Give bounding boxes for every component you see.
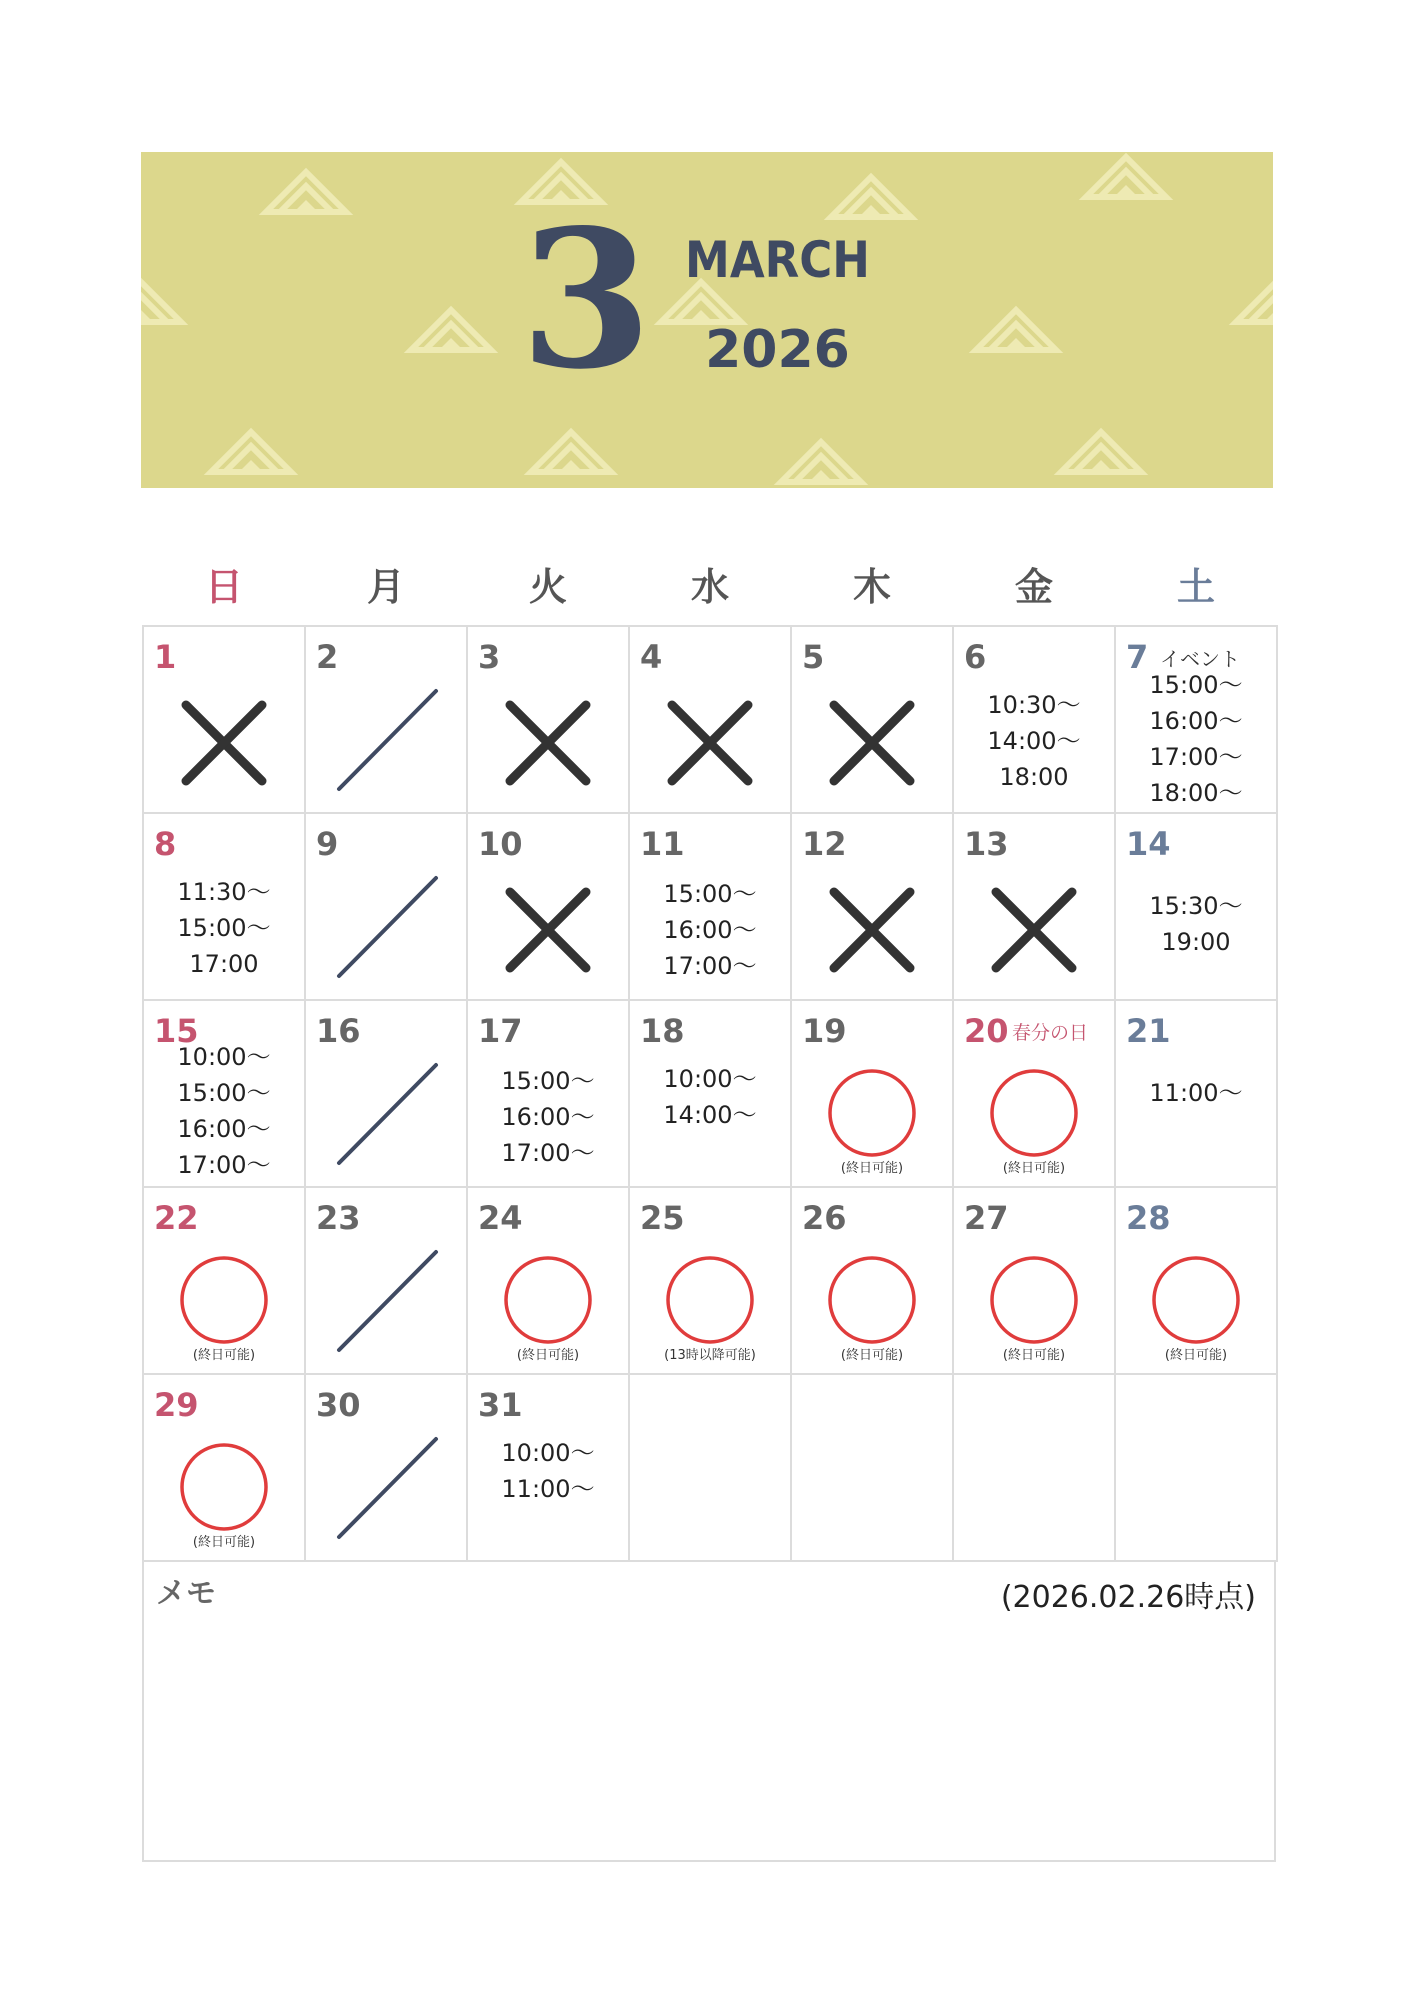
day-number: 28 [1126, 1199, 1171, 1237]
time-slot: 16:00〜 [663, 916, 757, 944]
available-circle-icon [1116, 1188, 1276, 1373]
calendar-cell-empty [792, 1375, 954, 1562]
available-circle-icon [792, 1188, 952, 1373]
day-number: 24 [478, 1199, 523, 1237]
available-circle-icon [144, 1188, 304, 1373]
memo-box [142, 1562, 1276, 1862]
time-slot: 17:00〜 [1149, 743, 1243, 771]
memo-label: メモ [156, 1576, 216, 1611]
day-number: 12 [802, 825, 847, 863]
time-slot: 15:00〜 [177, 1079, 271, 1107]
day-number: 22 [154, 1199, 199, 1237]
day-number: 7 [1126, 638, 1149, 676]
calendar-cell [144, 1188, 306, 1375]
day-number: 13 [964, 825, 1009, 863]
calendar-cell [468, 814, 630, 1001]
time-slots [468, 1435, 628, 1507]
day-number: 20 [964, 1012, 1009, 1050]
calendar-cell [468, 627, 630, 814]
time-slot: 18:00〜 [1149, 779, 1243, 807]
calendar-cell [954, 1188, 1116, 1375]
calendar-cell [1116, 814, 1278, 1001]
calendar-cell [630, 1001, 792, 1188]
time-slots [1116, 667, 1276, 811]
calendar-cell [630, 1188, 792, 1375]
day-number: 5 [802, 638, 825, 676]
time-slot: 10:30〜 [987, 691, 1081, 719]
availability-note: (終日可能) [1164, 1348, 1228, 1363]
time-slots [144, 1039, 304, 1183]
holiday-slash-icon [306, 1375, 466, 1560]
day-number: 19 [802, 1012, 847, 1050]
day-number: 4 [640, 638, 663, 676]
calendar-cell [792, 1001, 954, 1188]
availability-note: (終日可能) [192, 1535, 256, 1550]
day-number: 18 [640, 1012, 685, 1050]
weekday-thursday: 木 [852, 565, 891, 609]
holiday-label: 春分の日 [1012, 1022, 1089, 1044]
calendar-cell [144, 814, 306, 1001]
availability-note: (終日可能) [840, 1161, 904, 1176]
calendar-cell [144, 1001, 306, 1188]
available-circle-icon [954, 1188, 1114, 1373]
year: 2026 [705, 320, 850, 380]
calendar-cell [1116, 1001, 1278, 1188]
calendar-cell [954, 814, 1116, 1001]
event-tag: イベント [1160, 647, 1240, 671]
day-number: 25 [640, 1199, 685, 1237]
calendar-cell [306, 814, 468, 1001]
calendar-cell [792, 627, 954, 814]
day-number: 30 [316, 1386, 361, 1424]
time-slot: 10:00〜 [501, 1439, 595, 1467]
weekday-friday: 金 [1014, 565, 1053, 609]
day-number: 17 [478, 1012, 523, 1050]
time-slots [1116, 888, 1276, 960]
holiday-slash-icon [306, 1001, 466, 1186]
day-number: 21 [1126, 1012, 1171, 1050]
time-slot: 10:00〜 [663, 1065, 757, 1093]
calendar-cell-empty [630, 1375, 792, 1562]
day-number: 15 [154, 1012, 199, 1050]
availability-note: (終日可能) [840, 1348, 904, 1363]
time-slots [468, 1063, 628, 1171]
weekday-wednesday: 水 [690, 565, 729, 609]
day-number: 10 [478, 825, 523, 863]
calendar-cell [306, 627, 468, 814]
month-name: MARCH [685, 231, 870, 289]
day-number: 27 [964, 1199, 1009, 1237]
time-slots [1116, 1075, 1276, 1111]
time-slot: 11:00〜 [501, 1475, 595, 1503]
holiday-slash-icon [306, 627, 466, 812]
closed-cross-icon [954, 814, 1114, 999]
time-slot: 16:00〜 [501, 1103, 595, 1131]
closed-cross-icon [630, 627, 790, 812]
day-number: 31 [478, 1386, 523, 1424]
as-of-date: (2026.02.26時点) [1000, 1580, 1256, 1615]
calendar-cell-empty [954, 1375, 1116, 1562]
calendar-cell [468, 1001, 630, 1188]
available-circle-icon [792, 1001, 952, 1186]
time-slot: 17:00〜 [177, 1151, 271, 1179]
calendar-cell [954, 627, 1116, 814]
time-slot: 15:30〜19:00 [1149, 892, 1243, 956]
day-number: 2 [316, 638, 339, 676]
day-number: 26 [802, 1199, 847, 1237]
available-circle-icon [954, 1001, 1114, 1186]
calendar-cell [306, 1375, 468, 1562]
availability-note: (終日可能) [516, 1348, 580, 1363]
calendar-grid [142, 625, 1278, 1562]
availability-note: (終日可能) [1002, 1348, 1066, 1363]
availability-note: (終日可能) [192, 1348, 256, 1363]
time-slot: 14:00〜18:00 [987, 727, 1081, 791]
day-number: 9 [316, 825, 339, 863]
weekday-header [143, 562, 1277, 612]
time-slot: 16:00〜 [177, 1115, 271, 1143]
calendar-cell [630, 627, 792, 814]
day-number: 1 [154, 638, 177, 676]
time-slots [630, 876, 790, 984]
time-slots [954, 687, 1114, 795]
time-slots [630, 1061, 790, 1133]
time-slot: 16:00〜 [1149, 707, 1243, 735]
calendar-cell [1116, 627, 1278, 814]
holiday-slash-icon [306, 814, 466, 999]
time-slot: 15:00〜 [663, 880, 757, 908]
time-slot: 17:00〜 [501, 1139, 595, 1167]
calendar-cell [1116, 1188, 1278, 1375]
closed-cross-icon [144, 627, 304, 812]
day-number: 8 [154, 825, 177, 863]
weekday-saturday: 土 [1176, 565, 1215, 609]
day-number: 3 [478, 638, 501, 676]
calendar-cell [468, 1375, 630, 1562]
weekday-sunday: 日 [204, 565, 243, 609]
available-circle-icon [630, 1188, 790, 1373]
closed-cross-icon [792, 627, 952, 812]
availability-note: (13時以降可能) [664, 1348, 756, 1363]
day-number: 11 [640, 825, 685, 863]
closed-cross-icon [468, 627, 628, 812]
time-slot: 11:30〜 [177, 878, 271, 906]
calendar-cell [306, 1001, 468, 1188]
available-circle-icon [468, 1188, 628, 1373]
calendar-cell-empty [1116, 1375, 1278, 1562]
calendar-cell [954, 1001, 1116, 1188]
time-slot: 15:00〜 [1149, 671, 1243, 699]
time-slot: 15:00〜17:00 [177, 914, 271, 978]
holiday-slash-icon [306, 1188, 466, 1373]
time-slot: 17:00〜 [663, 952, 757, 980]
availability-note: (終日可能) [1002, 1161, 1066, 1176]
calendar-cell [630, 814, 792, 1001]
calendar-cell [792, 1188, 954, 1375]
calendar-cell [144, 627, 306, 814]
day-number: 14 [1126, 825, 1171, 863]
calendar-cell [468, 1188, 630, 1375]
calendar-cell [792, 814, 954, 1001]
closed-cross-icon [792, 814, 952, 999]
month-number: 3 [520, 188, 653, 411]
day-number: 23 [316, 1199, 361, 1237]
closed-cross-icon [468, 814, 628, 999]
weekday-tuesday: 火 [528, 565, 567, 609]
time-slot: 14:00〜 [663, 1101, 757, 1129]
weekday-monday: 月 [366, 565, 405, 609]
day-number: 6 [964, 638, 987, 676]
day-number: 16 [316, 1012, 361, 1050]
day-number: 29 [154, 1386, 199, 1424]
time-slot: 10:00〜 [177, 1043, 271, 1071]
time-slot: 11:00〜 [1149, 1079, 1243, 1107]
available-circle-icon [144, 1375, 304, 1560]
time-slot: 15:00〜 [501, 1067, 595, 1095]
calendar-cell [306, 1188, 468, 1375]
time-slots [144, 874, 304, 982]
calendar-cell [144, 1375, 306, 1562]
